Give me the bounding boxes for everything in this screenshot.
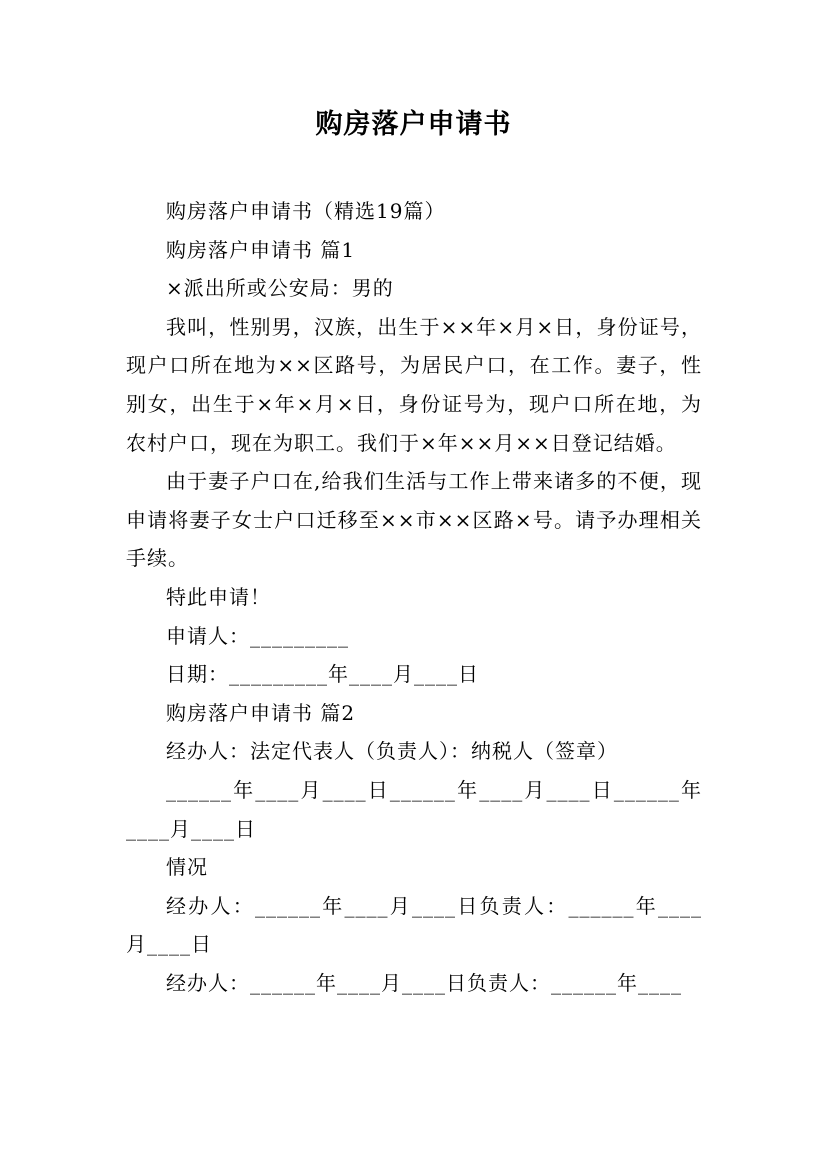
paragraph-applicant-line: 申请人：_________ [166,623,349,648]
paragraph-personal-info: 我叫，性别男，汉族，出生于××年×月×日，身份证号，现户口所在地为××区路号，为居民户口，在工作。妻子，性别女，出生于×年×月×日，身份证号为，现户口所在地，为农村户口，现在为职工。我们于×年××月××日登记结婚。 [126,314,702,455]
paragraph-signatories: 经办人：法定代表人（负责人）：纳税人（签章） [166,739,618,764]
paragraph-request-reason: 由于妻子户口在,给我们生活与工作上带来诸多的不便，现申请将妻子女士户口迁移至××市××区路×号。请予办理相关手续。 [126,469,702,571]
paragraph-closing: 特此申请！ [166,584,271,609]
paragraph-date-line: 日期：_________年____月____日 [166,662,479,687]
document-body [126,192,702,1002]
paragraph-addressee: ×派出所或公安局：男的 [166,276,394,301]
paragraph-date-blanks: ______年____月____日______年____月____日______年____月____日 [126,777,702,841]
paragraph-collection-heading: 购房落户申请书（精选19篇） [166,199,446,223]
paragraph-section-1-heading: 购房落户申请书 篇1 [166,237,356,262]
paragraph-handler-line-2: 经办人：______年____月____日负责人：______年____ [166,970,682,995]
paragraph-situation: 情况 [166,855,208,880]
paragraph-section-2-heading: 购房落户申请书 篇2 [166,700,356,725]
document-title: 购房落户申请书 [315,109,512,140]
paragraph-handler-line-1: 经办人：______年____月____日负责人：______年____月____日 [126,893,702,957]
